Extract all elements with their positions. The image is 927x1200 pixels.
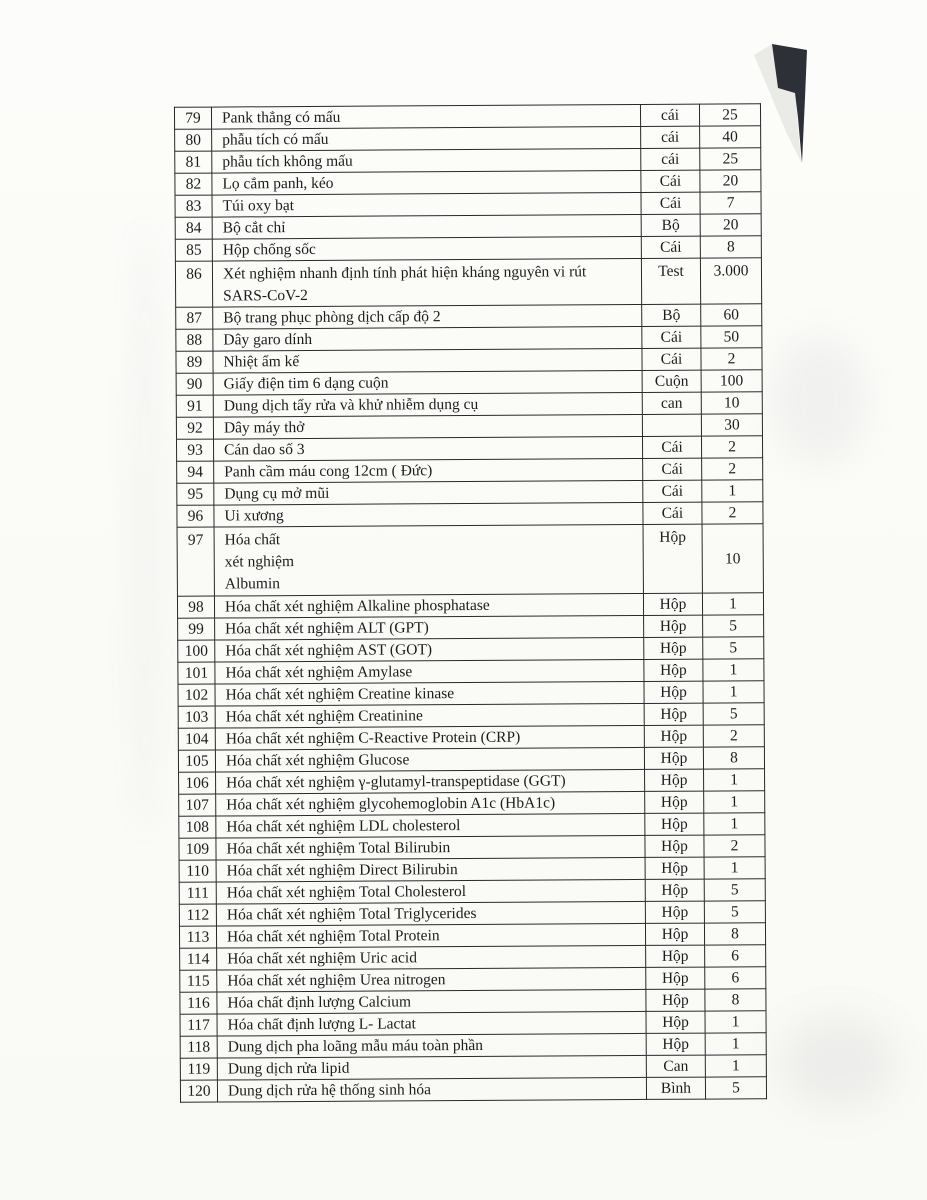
row-number: 116 bbox=[180, 992, 217, 1014]
row-number: 83 bbox=[175, 195, 212, 217]
item-name: phẫu tích không mấu bbox=[212, 148, 641, 173]
row-number: 98 bbox=[177, 596, 214, 618]
item-name: Hóa chất xét nghiệm Alkaline phosphatase bbox=[214, 594, 643, 619]
quantity-cell: 2 bbox=[701, 436, 762, 458]
unit-cell: cái bbox=[640, 104, 699, 126]
row-number: 110 bbox=[179, 860, 216, 882]
quantity-cell: 10 bbox=[701, 392, 762, 414]
unit-cell: Hộp bbox=[645, 769, 704, 791]
item-name: Hóa chất xét nghiệm Glucose bbox=[215, 748, 644, 773]
quantity-cell: 1 bbox=[704, 791, 765, 813]
item-name: Hóa chất xét nghiệm Uric acid bbox=[217, 946, 646, 971]
unit-cell: Hộp bbox=[646, 1033, 705, 1055]
unit-cell: Cái bbox=[642, 348, 701, 370]
unit-cell: Cái bbox=[641, 170, 700, 192]
item-name: Dung dịch rửa hệ thống sinh hóa bbox=[217, 1078, 646, 1103]
row-number: 109 bbox=[179, 838, 216, 860]
unit-cell: Hộp bbox=[645, 791, 704, 813]
quantity-cell: 8 bbox=[703, 747, 764, 769]
unit-cell: Cuộn bbox=[642, 370, 701, 392]
quantity-cell: 1 bbox=[704, 769, 765, 791]
unit-cell: Hộp bbox=[643, 524, 702, 593]
row-number: 118 bbox=[180, 1036, 217, 1058]
row-number: 93 bbox=[176, 439, 213, 461]
quantity-cell: 2 bbox=[701, 348, 762, 370]
item-name: Hóa chất xét nghiệm AST (GOT) bbox=[215, 638, 644, 663]
item-name: Dung dịch tẩy rửa và khử nhiễm dụng cụ bbox=[213, 393, 642, 418]
item-name: Hóa chất xét nghiệm Total Cholesterol bbox=[216, 880, 645, 905]
unit-cell: Hộp bbox=[646, 967, 705, 989]
row-number: 89 bbox=[176, 351, 213, 373]
quantity-cell: 50 bbox=[701, 326, 762, 348]
item-name: Pank thẳng có mấu bbox=[211, 104, 640, 129]
item-name: Giấy điện tim 6 dạng cuộn bbox=[213, 371, 642, 396]
unit-cell: Cái bbox=[642, 326, 701, 348]
unit-cell: Hộp bbox=[645, 901, 704, 923]
quantity-cell: 8 bbox=[705, 989, 766, 1011]
unit-cell: Cái bbox=[643, 502, 702, 524]
quantity-cell: 2 bbox=[703, 725, 764, 747]
row-number: 86 bbox=[175, 261, 212, 308]
row-number: 111 bbox=[179, 882, 216, 904]
row-number: 80 bbox=[175, 129, 212, 151]
row-number: 113 bbox=[179, 926, 216, 948]
row-number: 119 bbox=[180, 1058, 217, 1080]
row-number: 115 bbox=[180, 970, 217, 992]
item-name: Dung dịch rửa lipid bbox=[217, 1056, 646, 1081]
unit-cell: Cái bbox=[643, 458, 702, 480]
unit-cell: Hộp bbox=[644, 637, 703, 659]
quantity-cell: 10 bbox=[702, 524, 763, 593]
quantity-cell: 5 bbox=[703, 703, 764, 725]
item-name: Hóa chất xét nghiệm Urea nitrogen bbox=[217, 968, 646, 993]
row-number: 97 bbox=[177, 527, 214, 596]
quantity-cell: 1 bbox=[702, 480, 763, 502]
item-name: Hóa chất xét nghiệm Total Triglycerides bbox=[216, 902, 645, 927]
item-name: Hóa chất xét nghiệm LDL cholesterol bbox=[216, 814, 645, 839]
unit-cell: Hộp bbox=[645, 857, 704, 879]
item-name: Bộ cắt chỉ bbox=[212, 214, 641, 239]
supplies-table bbox=[174, 103, 767, 1103]
row-number: 84 bbox=[175, 217, 212, 239]
row-number: 92 bbox=[176, 417, 213, 439]
row-number: 79 bbox=[174, 107, 211, 129]
quantity-cell: 8 bbox=[700, 236, 761, 258]
row-number: 81 bbox=[175, 151, 212, 173]
unit-cell: Bộ bbox=[641, 214, 700, 236]
quantity-cell: 1 bbox=[705, 1033, 766, 1055]
row-number: 88 bbox=[176, 329, 213, 351]
quantity-cell: 1 bbox=[703, 681, 764, 703]
quantity-cell: 60 bbox=[701, 304, 762, 326]
item-name: Dây máy thở bbox=[213, 415, 642, 440]
quantity-cell: 5 bbox=[705, 1077, 766, 1099]
unit-cell: Hộp bbox=[645, 923, 704, 945]
item-name: Lọ cắm panh, kéo bbox=[212, 170, 641, 195]
scan-smudge bbox=[778, 1015, 898, 1110]
item-name: Ui xương bbox=[214, 503, 643, 528]
quantity-cell: 5 bbox=[704, 901, 765, 923]
quantity-cell: 5 bbox=[703, 637, 764, 659]
quantity-cell: 8 bbox=[704, 923, 765, 945]
quantity-cell: 5 bbox=[704, 879, 765, 901]
unit-cell: Cái bbox=[642, 436, 701, 458]
unit-cell: Hộp bbox=[644, 659, 703, 681]
row-number: 114 bbox=[180, 948, 217, 970]
unit-cell: cái bbox=[641, 148, 700, 170]
item-name: Hóa chất xét nghiệm Amylase bbox=[215, 660, 644, 685]
unit-cell: Hộp bbox=[645, 879, 704, 901]
scan-smudge bbox=[128, 220, 162, 840]
item-name: phẫu tích có mấu bbox=[212, 126, 641, 151]
quantity-cell: 1 bbox=[704, 857, 765, 879]
item-name: Hóa chất xét nghiệm Total Protein bbox=[216, 924, 645, 949]
unit-cell: Cái bbox=[641, 236, 700, 258]
unit-cell: Bộ bbox=[642, 304, 701, 326]
scan-smudge bbox=[772, 335, 867, 465]
quantity-cell: 1 bbox=[705, 1055, 766, 1077]
quantity-cell: 20 bbox=[700, 214, 761, 236]
row-number: 120 bbox=[180, 1080, 217, 1102]
quantity-cell: 1 bbox=[705, 1011, 766, 1033]
table-row bbox=[175, 258, 761, 308]
row-number: 108 bbox=[179, 816, 216, 838]
unit-cell: Hộp bbox=[643, 593, 702, 615]
quantity-cell: 40 bbox=[700, 126, 761, 148]
row-number: 90 bbox=[176, 373, 213, 395]
unit-cell bbox=[642, 414, 701, 436]
unit-cell: Cái bbox=[641, 192, 700, 214]
item-name: Bộ trang phục phòng dịch cấp độ 2 bbox=[213, 305, 642, 330]
row-number: 95 bbox=[177, 483, 214, 505]
unit-cell: Hộp bbox=[645, 835, 704, 857]
unit-cell: Hộp bbox=[644, 747, 703, 769]
quantity-cell: 2 bbox=[702, 502, 763, 524]
quantity-cell: 6 bbox=[705, 945, 766, 967]
table-row bbox=[177, 524, 763, 597]
row-number: 106 bbox=[179, 772, 216, 794]
item-name: Dung dịch pha loãng mẫu máu toàn phần bbox=[217, 1034, 646, 1059]
unit-cell: Test bbox=[641, 258, 700, 305]
row-number: 85 bbox=[175, 239, 212, 261]
unit-cell: Can bbox=[646, 1055, 705, 1077]
row-number: 99 bbox=[178, 618, 215, 640]
row-number: 96 bbox=[177, 505, 214, 527]
unit-cell: Hộp bbox=[646, 1011, 705, 1033]
unit-cell: Hộp bbox=[644, 681, 703, 703]
quantity-cell: 7 bbox=[700, 192, 761, 214]
quantity-cell: 1 bbox=[703, 659, 764, 681]
row-number: 104 bbox=[178, 728, 215, 750]
row-number: 101 bbox=[178, 662, 215, 684]
row-number: 107 bbox=[179, 794, 216, 816]
item-name: Hộp chống sốc bbox=[212, 236, 641, 261]
row-number: 105 bbox=[178, 750, 215, 772]
row-number: 100 bbox=[178, 640, 215, 662]
unit-cell: Hộp bbox=[644, 725, 703, 747]
unit-cell: can bbox=[642, 392, 701, 414]
item-name: Hóa chất xét nghiệm Albumin bbox=[214, 525, 643, 597]
row-number: 103 bbox=[178, 706, 215, 728]
quantity-cell: 2 bbox=[702, 458, 763, 480]
row-number: 112 bbox=[179, 904, 216, 926]
quantity-cell: 1 bbox=[704, 813, 765, 835]
row-number: 91 bbox=[176, 395, 213, 417]
item-name: Hóa chất xét nghiệm glycohemoglobin A1c (HbA1c) bbox=[216, 792, 645, 817]
item-name: Dụng cụ mở mũi bbox=[214, 481, 643, 506]
unit-cell: Cái bbox=[643, 480, 702, 502]
unit-cell: Hộp bbox=[644, 615, 703, 637]
quantity-cell: 6 bbox=[705, 967, 766, 989]
table-row bbox=[180, 1077, 766, 1103]
quantity-cell: 25 bbox=[700, 148, 761, 170]
item-name: Nhiệt ẩm kế bbox=[213, 349, 642, 374]
quantity-cell: 100 bbox=[701, 370, 762, 392]
row-number: 117 bbox=[180, 1014, 217, 1036]
item-name: Hóa chất định lượng L- Lactat bbox=[217, 1012, 646, 1037]
item-name: Hóa chất xét nghiệm C-Reactive Protein (CRP) bbox=[215, 726, 644, 751]
item-name: Hóa chất xét nghiệm Total Bilirubin bbox=[216, 836, 645, 861]
quantity-cell: 30 bbox=[701, 414, 762, 436]
row-number: 94 bbox=[177, 461, 214, 483]
item-name: Hóa chất xét nghiệm Creatine kinase bbox=[215, 682, 644, 707]
item-name: Hóa chất định lượng Calcium bbox=[217, 990, 646, 1015]
quantity-cell: 1 bbox=[702, 593, 763, 615]
item-name: Cán dao số 3 bbox=[213, 437, 642, 462]
quantity-cell: 5 bbox=[703, 615, 764, 637]
quantity-cell: 20 bbox=[700, 170, 761, 192]
quantity-cell: 25 bbox=[699, 104, 760, 126]
row-number: 87 bbox=[176, 307, 213, 329]
unit-cell: Hộp bbox=[646, 945, 705, 967]
item-name: Túi oxy bạt bbox=[212, 192, 641, 217]
quantity-cell: 2 bbox=[704, 835, 765, 857]
quantity-cell: 3.000 bbox=[700, 258, 761, 305]
item-name: Xét nghiệm nhanh định tính phát hiện kháng nguyên vi rút SARS-CoV-2 bbox=[212, 258, 641, 307]
item-name: Panh cầm máu cong 12cm ( Đức) bbox=[214, 459, 643, 484]
item-name: Hóa chất xét nghiệm ALT (GPT) bbox=[215, 616, 644, 641]
row-number: 102 bbox=[178, 684, 215, 706]
unit-cell: cái bbox=[641, 126, 700, 148]
item-name: Hóa chất xét nghiệm Creatinine bbox=[215, 704, 644, 729]
supplies-table-body bbox=[174, 104, 766, 1103]
item-name: Hóa chất xét nghiệm Direct Bilirubin bbox=[216, 858, 645, 883]
item-name: Hóa chất xét nghiệm γ-glutamyl-transpeptidase (GGT) bbox=[216, 770, 645, 795]
unit-cell: Hộp bbox=[644, 703, 703, 725]
unit-cell: Bình bbox=[646, 1077, 705, 1099]
unit-cell: Hộp bbox=[645, 813, 704, 835]
item-name: Dây garo dính bbox=[213, 327, 642, 352]
row-number: 82 bbox=[175, 173, 212, 195]
unit-cell: Hộp bbox=[646, 989, 705, 1011]
